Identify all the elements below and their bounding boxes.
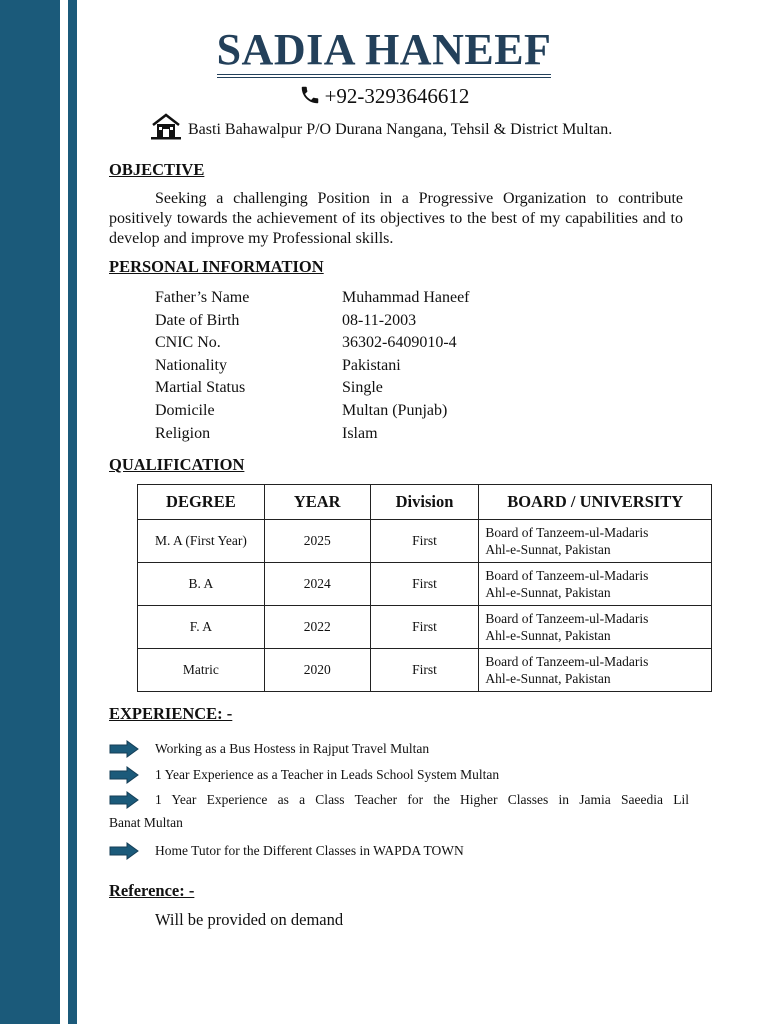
personal-label: Father’s Name <box>155 289 250 306</box>
personal-label: Martial Status <box>155 379 246 397</box>
address-text: Basti Bahawalpur P/O Durana Nangana, Tehsil & District Multan. <box>188 121 613 138</box>
year-cell: 2022 <box>264 606 370 649</box>
year-cell: 2025 <box>264 520 370 563</box>
personal-label: Date of Birth <box>155 311 240 329</box>
personal-value: Multan (Punjab) <box>342 401 448 419</box>
board-line: Ahl-e-Sunnat, Pakistan <box>485 542 611 557</box>
page-title <box>0 25 768 78</box>
board-cell <box>479 520 712 563</box>
objective-text: Seeking a challenging Position in a Progressive Organization to contribute positively towards the achievement of its objectives to the best of my capabilities and to develop and improve my Professional skills. <box>109 190 683 247</box>
division-cell: First <box>370 563 479 606</box>
experience-text: 1 Year Experience as a Teacher in Leads School System Multan <box>155 767 500 782</box>
qualification-table <box>137 484 712 692</box>
experience-item <box>109 741 689 757</box>
personal-value: Muhammad Haneef <box>342 289 470 306</box>
division-cell: First <box>370 649 479 692</box>
personal-value: Pakistani <box>342 356 401 374</box>
full-name: SADIA HANEEF <box>217 28 552 78</box>
board-cell <box>479 649 712 692</box>
personal-row <box>155 287 470 310</box>
board-line: Ahl-e-Sunnat, Pakistan <box>485 585 611 600</box>
year-cell: 2020 <box>264 649 370 692</box>
degree-cell: F. A <box>138 606 265 649</box>
phone-line <box>0 84 768 112</box>
board-line: Board of Tanzeem-ul-Madaris <box>485 611 649 626</box>
board-cell <box>479 563 712 606</box>
personal-row <box>155 332 470 355</box>
experience-text: Working as a Bus Hostess in Rajput Travel Multan <box>155 741 430 756</box>
personal-label: Domicile <box>155 401 215 419</box>
qualification-heading: QUALIFICATION <box>109 455 245 474</box>
year-cell: 2024 <box>264 563 370 606</box>
experience-item <box>109 767 689 783</box>
arrow-right-icon <box>109 740 139 762</box>
objective-heading: OBJECTIVE <box>109 160 205 179</box>
board-line: Ahl-e-Sunnat, Pakistan <box>485 628 611 643</box>
degree-cell: B. A <box>138 563 265 606</box>
personal-row <box>155 310 470 333</box>
experience-item <box>109 843 689 859</box>
table-row <box>138 563 712 606</box>
objective-paragraph <box>109 189 683 249</box>
table-header-row <box>138 485 712 520</box>
experience-item <box>109 792 689 831</box>
experience-text-continued: Banat Multan <box>109 815 183 830</box>
arrow-right-icon <box>109 766 139 788</box>
personal-row <box>155 355 470 378</box>
arrow-right-icon <box>109 842 139 864</box>
personal-value: Single <box>342 379 383 397</box>
personal-label: Nationality <box>155 356 227 374</box>
column-header: DEGREE <box>138 485 265 520</box>
personal-row <box>155 400 470 423</box>
inner-decorative-bar <box>68 0 77 1024</box>
personal-info-list <box>155 287 470 445</box>
personal-row <box>155 377 470 400</box>
degree-cell: Matric <box>138 649 265 692</box>
table-row <box>138 520 712 563</box>
reference-text: Will be provided on demand <box>155 910 344 929</box>
board-line: Board of Tanzeem-ul-Madaris <box>485 525 649 540</box>
personal-label: Religion <box>155 424 211 442</box>
personal-row <box>155 423 470 446</box>
reference-heading: Reference: - <box>109 881 195 900</box>
experience-heading: EXPERIENCE: - <box>109 704 233 723</box>
personal-info-heading: PERSONAL INFORMATION <box>109 257 324 276</box>
address-line <box>150 112 612 145</box>
experience-text: 1 Year Experience as a Class Teacher for the Higher Classes in Jamia Saeedia Lil <box>155 792 689 807</box>
division-cell: First <box>370 606 479 649</box>
board-line: Ahl-e-Sunnat, Pakistan <box>485 671 611 686</box>
personal-value: 08-11-2003 <box>342 311 417 329</box>
phone-icon <box>299 84 321 112</box>
personal-value: Islam <box>342 424 378 442</box>
table-row <box>138 606 712 649</box>
board-line: Board of Tanzeem-ul-Madaris <box>485 568 649 583</box>
personal-value: 36302-6409010-4 <box>342 334 457 352</box>
personal-label: CNIC No. <box>155 334 221 352</box>
table-row <box>138 649 712 692</box>
house-icon <box>150 112 182 145</box>
column-header: BOARD / UNIVERSITY <box>479 485 712 520</box>
column-header: Division <box>370 485 479 520</box>
board-line: Board of Tanzeem-ul-Madaris <box>485 654 649 669</box>
degree-cell: M. A (First Year) <box>138 520 265 563</box>
board-cell <box>479 606 712 649</box>
phone-number: +92-3293646612 <box>324 84 470 108</box>
division-cell: First <box>370 520 479 563</box>
arrow-right-icon <box>109 791 139 813</box>
column-header: YEAR <box>264 485 370 520</box>
experience-text: Home Tutor for the Different Classes in WAPDA TOWN <box>155 843 464 858</box>
left-decorative-bar <box>0 0 60 1024</box>
